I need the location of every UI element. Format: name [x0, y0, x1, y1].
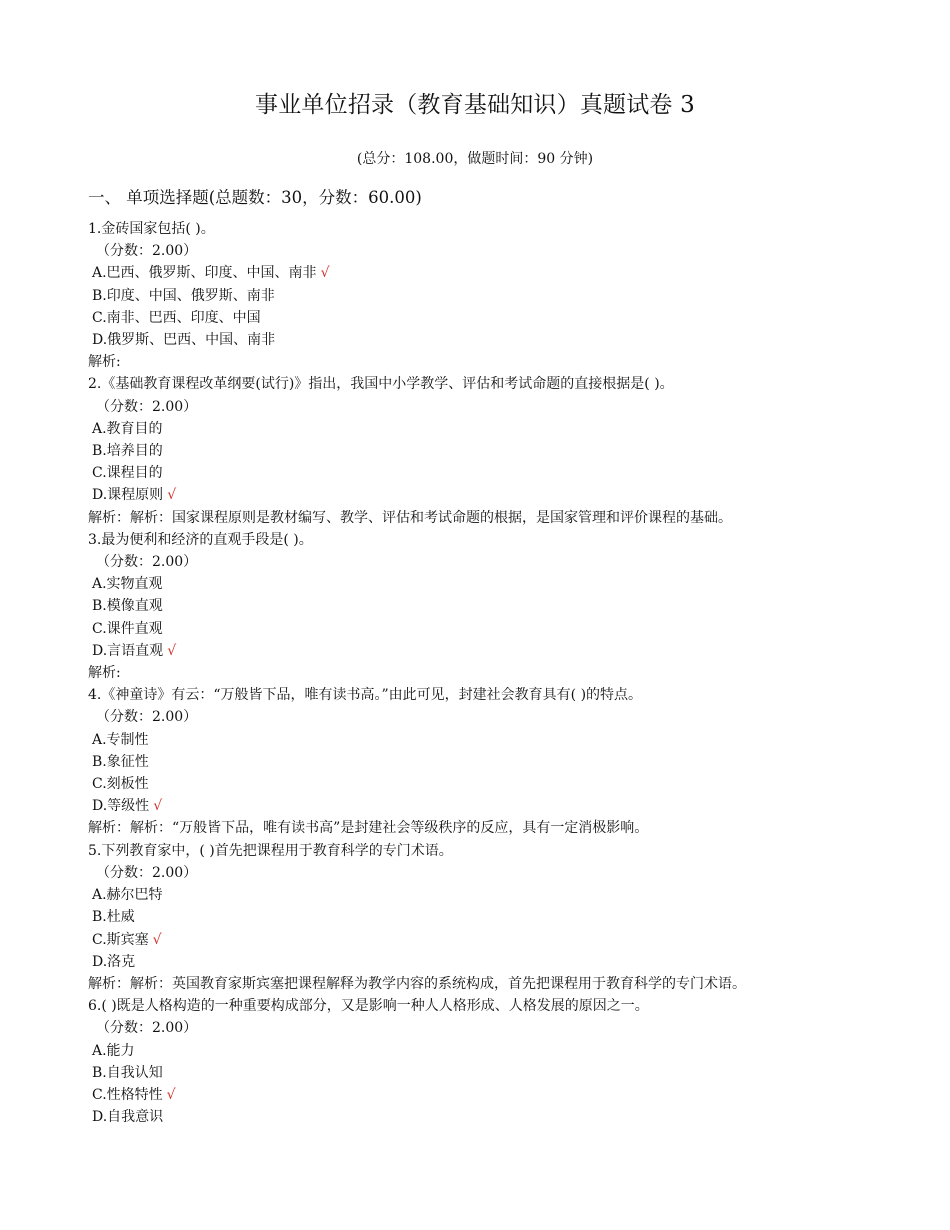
answer-option-text: B.象征性: [92, 753, 149, 770]
answer-option: [88, 951, 888, 973]
answer-option: [88, 618, 888, 640]
answer-option-text: C.课程目的: [92, 465, 163, 482]
question-score: （分数：2.00）: [96, 398, 198, 415]
exam-info: (总分：108.00，做题时间：90 分钟): [356, 151, 594, 167]
answer-option-text: A.巴西、俄罗斯、印度、中国、南非: [92, 265, 317, 282]
question-analysis: 解析:: [88, 665, 121, 682]
question-score: （分数：2.00）: [96, 1020, 198, 1037]
answer-option-text: D.俄罗斯、巴西、中国、南非: [92, 332, 276, 349]
answer-option: [88, 1106, 888, 1128]
question-analysis: 解析:: [88, 354, 121, 371]
answer-option: [88, 285, 888, 307]
question-1: [88, 218, 888, 373]
answer-option-text: D.洛克: [92, 953, 136, 970]
question-score: （分数：2.00）: [96, 709, 198, 726]
question-2: [88, 373, 888, 528]
answer-option-text: A.能力: [92, 1042, 135, 1059]
question-analysis: 解析：解析：英国教育家斯宾塞把课程解释为教学内容的系统构成，首先把课程用于教育科学的专门术语。: [88, 975, 746, 992]
answer-option-text: A.实物直观: [92, 576, 163, 593]
correct-check-icon: √: [167, 487, 177, 504]
question-4: [88, 684, 888, 839]
question-stem: 1.金砖国家包括( )。: [88, 221, 215, 237]
answer-option-text: D.课程原则: [92, 487, 164, 504]
correct-check-icon: √: [320, 265, 330, 282]
question-list: [88, 218, 888, 1128]
answer-option-text: D.等级性: [92, 798, 150, 815]
answer-option-text: C.斯宾塞: [92, 931, 149, 948]
correct-check-icon: √: [166, 1086, 176, 1103]
answer-option: [88, 729, 888, 751]
answer-option-text: A.教育目的: [92, 420, 163, 437]
answer-option-text: D.自我意识: [92, 1109, 164, 1126]
answer-option: [88, 1040, 888, 1062]
question-score: （分数：2.00）: [96, 554, 198, 571]
answer-option: [88, 484, 888, 506]
answer-option: [88, 462, 888, 484]
answer-option: [88, 329, 888, 351]
answer-option: [88, 773, 888, 795]
answer-option: [88, 573, 888, 595]
correct-check-icon: √: [152, 931, 162, 948]
answer-option: [88, 640, 888, 662]
section-heading: 一、 单项选择题(总题数：30，分数：60.00): [88, 188, 422, 207]
question-5: [88, 840, 888, 995]
page-title: 事业单位招录（教育基础知识）真题试卷 3: [255, 92, 695, 118]
answer-option: [88, 795, 888, 817]
answer-option-text: B.印度、中国、俄罗斯、南非: [92, 287, 275, 304]
question-stem: 4.《神童诗》有云：“万般皆下品，唯有读书高。”由此可见，封建社会教育具有( )的特点。: [88, 687, 643, 704]
question-stem: 2.《基础教育课程改革纲要(试行)》指出，我国中小学教学、评估和考试命题的直接根据是( )。: [88, 376, 674, 393]
answer-option-text: A.专制性: [92, 731, 149, 748]
answer-option: [88, 262, 888, 284]
answer-option-text: B.杜威: [92, 909, 135, 926]
answer-option-text: C.刻板性: [92, 776, 149, 793]
answer-option: [88, 1062, 888, 1084]
answer-option-text: C.南非、巴西、印度、中国: [92, 309, 261, 326]
answer-option: [88, 1084, 888, 1106]
answer-option: [88, 595, 888, 617]
question-stem: 3.最为便利和经济的直观手段是( )。: [88, 531, 313, 548]
answer-option: [88, 751, 888, 773]
question-score: （分数：2.00）: [96, 243, 198, 260]
question-analysis: 解析：解析：“万般皆下品，唯有读书高”是封建社会等级秩序的反应，具有一定消极影响。: [88, 820, 649, 837]
answer-option: [88, 440, 888, 462]
answer-option: [88, 307, 888, 329]
answer-option-text: C.性格特性: [92, 1086, 163, 1103]
correct-check-icon: √: [153, 798, 163, 815]
answer-option: [88, 884, 888, 906]
question-score: （分数：2.00）: [96, 864, 198, 881]
question-6: [88, 995, 888, 1128]
answer-option-text: B.培养目的: [92, 443, 163, 460]
question-stem: 6.( )既是人格构造的一种重要构成部分，又是影响一种人人格形成、人格发展的原因之一。: [88, 998, 649, 1015]
answer-option: [88, 929, 888, 951]
answer-option: [88, 418, 888, 440]
question-analysis: 解析：解析：国家课程原则是教材编写、教学、评估和考试命题的根据，是国家管理和评价课程的基础。: [88, 509, 732, 526]
answer-option-text: D.言语直观: [92, 642, 164, 659]
answer-option-text: A.赫尔巴特: [92, 887, 163, 904]
question-stem: 5.下列教育家中，( )首先把课程用于教育科学的专门术语。: [88, 842, 453, 859]
answer-option-text: B.模像直观: [92, 598, 163, 615]
answer-option: [88, 906, 888, 928]
answer-option-text: C.课件直观: [92, 620, 163, 637]
correct-check-icon: √: [167, 642, 177, 659]
question-3: [88, 529, 888, 684]
answer-option-text: B.自我认知: [92, 1064, 163, 1081]
